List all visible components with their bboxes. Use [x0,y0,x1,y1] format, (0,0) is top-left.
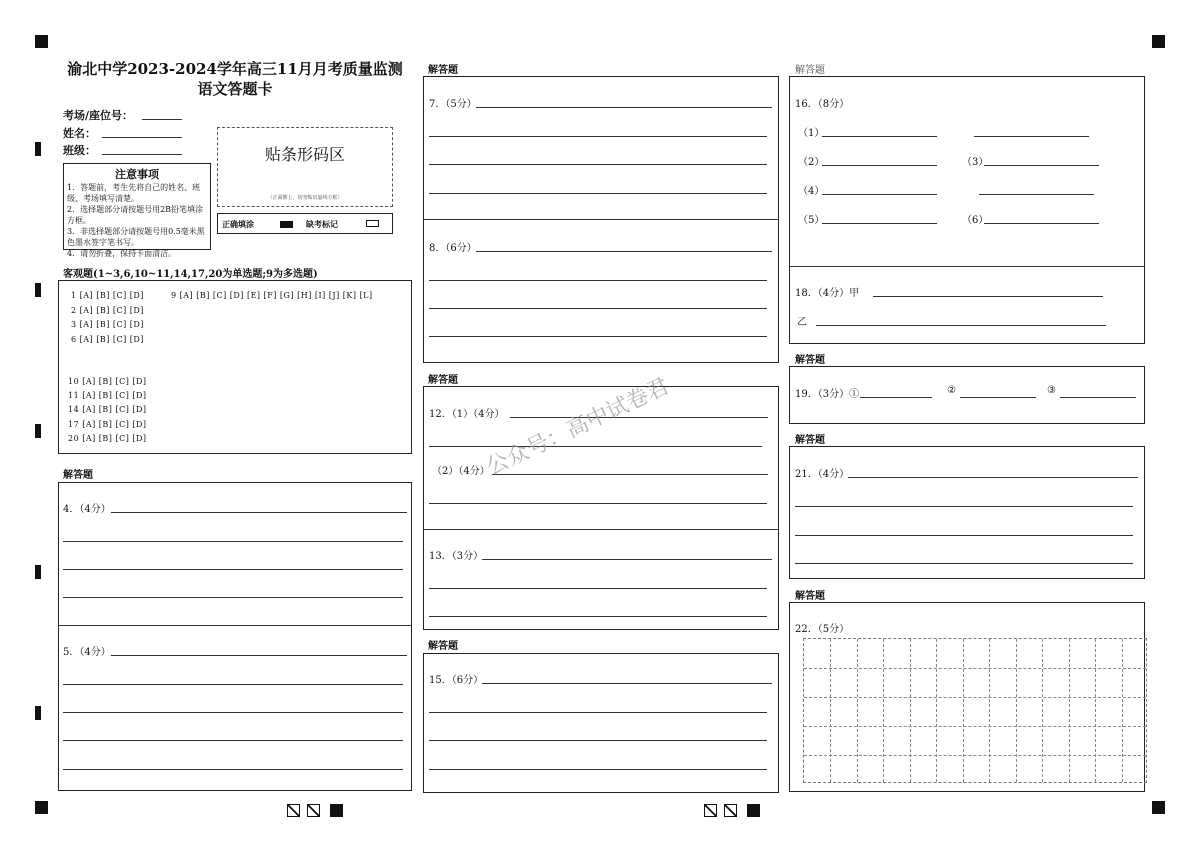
seat-label: 考场/座位号： [63,109,134,122]
fill-example-box [217,213,393,234]
answer-line[interactable] [492,474,768,475]
grid-col-line [1042,639,1043,782]
question-label-q12-1: 12．（1）（4分） [429,409,505,420]
answer-line[interactable] [429,336,767,337]
barcode-area [217,127,393,207]
section-title: 解答题 [795,591,825,602]
answer-line[interactable] [429,769,767,770]
answer-box-q16-q18 [789,76,1145,344]
class-field[interactable] [102,154,182,155]
question-label-q19: 19．（3分）① [795,389,860,400]
answer-line[interactable] [822,136,937,137]
question-label-q22: 22．（5分） [795,624,850,635]
answer-line[interactable] [429,588,767,589]
grid-col-line [936,639,937,782]
watermark: 公众号：高中试卷君 [482,374,673,481]
timing-mark [35,424,41,438]
question-label-q7: 7．（5分） [429,99,477,110]
question-label-q19-3: ③ [1047,385,1056,396]
divider [59,625,411,626]
grid-col-line [1122,639,1123,782]
answer-box-q21 [789,446,1145,579]
footer-mark [724,804,737,817]
answer-line[interactable] [429,308,767,309]
barcode-title: 贴条形码区 [264,145,345,164]
notice-box [63,163,211,258]
answer-line[interactable] [63,569,403,570]
answer-line[interactable] [63,740,403,741]
divider [424,529,778,530]
answer-line[interactable] [848,477,1138,478]
answer-line[interactable] [873,296,1103,297]
registration-mark [35,801,48,814]
sub-label: （5） [798,215,825,226]
option-row[interactable]: 10 [A] [B] [C] [D] [68,377,147,386]
correct-fill-label: 正确填涂 [222,219,254,229]
answer-line[interactable] [979,194,1094,195]
option-row[interactable]: 6 [A] [B] [C] [D] [71,335,144,344]
registration-mark [1152,801,1165,814]
grid-col-line [989,639,990,782]
answer-line[interactable] [476,251,772,252]
question-label-q12-2: （2）（4分） [432,466,490,477]
answer-line[interactable] [429,136,767,137]
answer-line[interactable] [822,194,937,195]
name-label: 姓名： [63,127,96,140]
correct-fill-sample [280,221,293,228]
footer-mark [330,804,343,817]
sub-label: （3） [962,157,989,168]
answer-line[interactable] [429,280,767,281]
answer-box-q4-q5 [58,482,412,791]
question-label-q21: 21．（4分） [795,469,850,480]
timing-mark [35,706,41,720]
section-title: 解答题 [795,435,825,446]
grid-col-line [1095,639,1096,782]
answer-box-q15 [423,653,779,793]
section-title: 解答题 [795,65,825,76]
page-title: 渝北中学2023-2024学年高三11月月考质量监测 [67,60,403,78]
answer-line[interactable] [822,165,937,166]
question-label-q13: 13．（3分） [429,551,484,562]
essay-grid[interactable] [803,638,1147,783]
option-row[interactable]: 2 [A] [B] [C] [D] [71,306,144,315]
divider [790,266,1144,267]
answer-line[interactable] [429,712,767,713]
option-row[interactable]: 11 [A] [B] [C] [D] [68,391,147,400]
grid-col-line [883,639,884,782]
footer-mark [307,804,320,817]
answer-line[interactable] [795,535,1133,536]
sub-label: （6） [962,215,989,226]
timing-mark [35,565,41,579]
answer-line[interactable] [482,683,772,684]
notice-item: 1．答题前，考生先将自己的姓名、班级、考场填写清楚。 [67,183,201,203]
objective-section-title: 客观题(1~3,6,10~11,14,17,20为单选题;9为多选题) [63,269,318,280]
answer-box-q19 [789,366,1145,424]
sub-label: （1） [798,128,825,139]
grid-col-line [857,639,858,782]
section-title: 解答题 [428,641,458,652]
sub-label: （2） [798,157,825,168]
objective-answer-box [58,280,412,454]
answer-box-q7-q8 [423,76,779,363]
question-label-q4: 4．（4分） [63,504,111,515]
grid-col-line [910,639,911,782]
answer-line[interactable] [63,597,403,598]
answer-line[interactable] [111,655,407,656]
answer-line[interactable] [816,325,1106,326]
footer-mark [747,804,760,817]
question-label-q18: 18．（4分）甲 [795,288,860,299]
question-label-q5: 5．（4分） [63,647,111,658]
question-label-q8: 8．（6分） [429,243,477,254]
section-title: 解答题 [428,65,458,76]
section-title: 解答题 [795,355,825,366]
answer-line[interactable] [429,193,767,194]
grid-row-line [804,726,1146,727]
notice-item: 3．非选择题部分请按题号用0.5毫米黑色墨水签字笔书写。 [67,227,205,247]
notice-item: 2．选择题部分请按题号用2B铅笔填涂方框。 [67,205,204,225]
question-label-q19-2: ② [947,385,956,396]
option-row[interactable]: 17 [A] [B] [C] [D] [68,420,147,429]
question-label-q16: 16．（8分） [795,99,850,110]
absent-mark-box[interactable] [366,220,379,227]
grid-col-line [830,639,831,782]
answer-line[interactable] [63,769,403,770]
grid-row-line [804,755,1146,756]
option-row[interactable]: 1 [A] [B] [C] [D] [71,291,144,300]
answer-line[interactable] [429,503,767,504]
sub-label: （4） [798,186,825,197]
answer-line[interactable] [960,397,1036,398]
answer-line[interactable] [429,740,767,741]
question-label-q15: 15．（6分） [429,675,484,686]
grid-col-line [1016,639,1017,782]
seat-field[interactable] [142,119,182,120]
answer-line[interactable] [63,684,403,685]
registration-mark [35,35,48,48]
answer-line[interactable] [482,559,772,560]
divider [424,219,778,220]
section-title: 解答题 [428,375,458,386]
answer-line[interactable] [111,512,407,513]
grid-row-line [804,668,1146,669]
answer-line[interactable] [429,164,767,165]
grid-col-line [963,639,964,782]
answer-line[interactable] [510,417,768,418]
question-label-q18-b: 乙 [797,317,807,328]
answer-line[interactable] [63,541,403,542]
notice-title: 注意事项 [115,168,159,181]
page-subtitle: 语文答题卡 [197,80,273,98]
answer-line[interactable] [795,563,1133,564]
footer-mark [287,804,300,817]
answer-line[interactable] [822,223,937,224]
class-label: 班级： [63,144,96,157]
answer-line[interactable] [860,397,932,398]
answer-line[interactable] [429,446,762,447]
option-row-q9[interactable]: 9 [A] [B] [C] [D] [E] [F] [G] [H] [I] [J] [K] [L] [171,291,373,300]
grid-col-line [1069,639,1070,782]
option-row[interactable]: 20 [A] [B] [C] [D] [68,434,147,443]
grid-row-line [804,697,1146,698]
timing-mark [35,283,41,297]
barcode-note: （正面朝上，切勿贴出虚线方框） [267,195,343,201]
footer-mark [704,804,717,817]
name-field[interactable] [102,137,182,138]
answer-line[interactable] [984,223,1099,224]
answer-line[interactable] [476,107,772,108]
option-row[interactable]: 3 [A] [B] [C] [D] [71,320,144,329]
section-title: 解答题 [63,470,93,481]
answer-line[interactable] [429,616,767,617]
answer-line[interactable] [63,712,403,713]
answer-line[interactable] [1060,397,1136,398]
notice-item: 4．请勿折叠，保持卡面清洁。 [67,249,177,258]
answer-line[interactable] [795,506,1133,507]
absent-mark-label: 缺考标记 [306,219,338,229]
answer-line[interactable] [974,136,1089,137]
timing-mark [35,142,41,156]
registration-mark [1152,35,1165,48]
option-row[interactable]: 14 [A] [B] [C] [D] [68,405,147,414]
answer-line[interactable] [984,165,1099,166]
